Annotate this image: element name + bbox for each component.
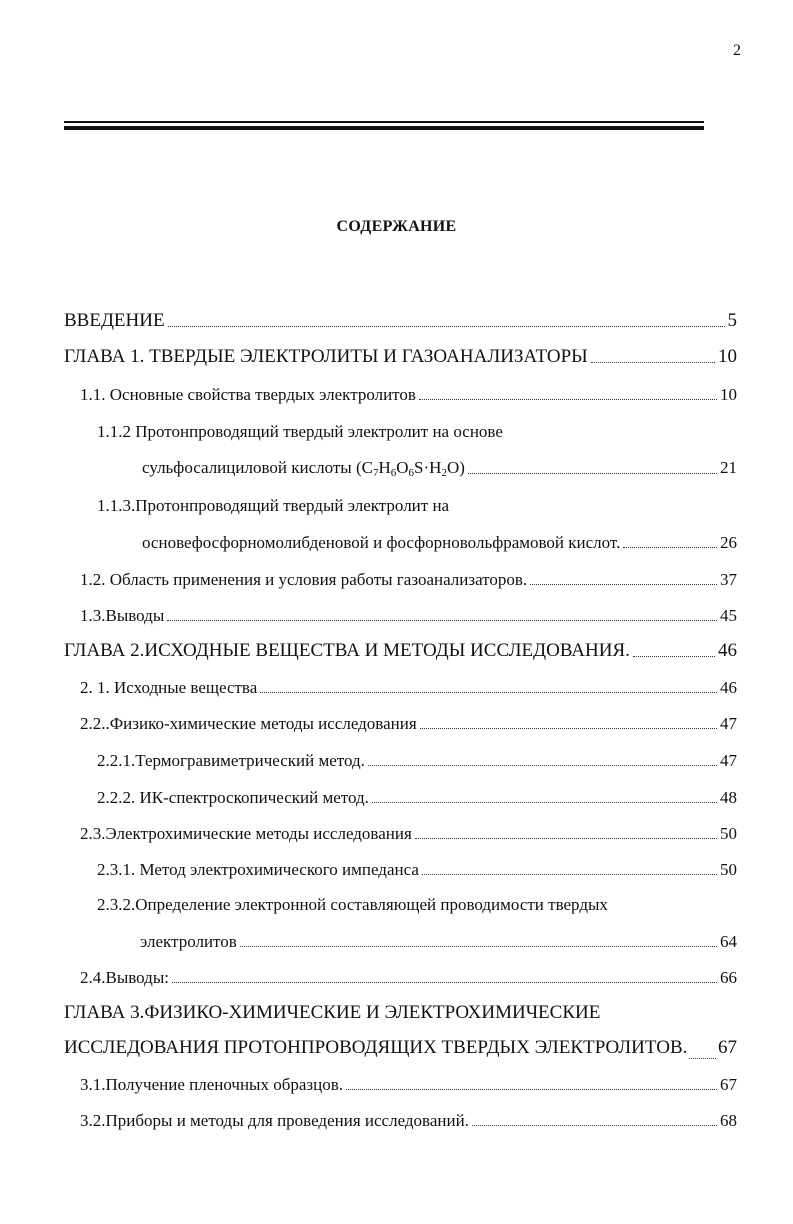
dot-leader — [168, 326, 725, 327]
toc-entry-page: 46 — [718, 640, 737, 661]
dot-leader — [472, 1125, 717, 1126]
toc-entry-page: 64 — [720, 932, 737, 951]
toc-entry-page: 66 — [720, 968, 737, 987]
toc-entry-page: 37 — [720, 570, 737, 589]
dot-leader — [422, 874, 717, 875]
toc-entry-text: 3.1.Получение пленочных образцов. — [80, 1075, 344, 1094]
formula-h: H — [378, 458, 391, 477]
dot-leader — [689, 1058, 716, 1059]
toc-section-1-2[interactable] — [80, 570, 737, 590]
toc-entry-text: 2.2..Физико-химические методы исследования — [80, 714, 417, 733]
dot-leader — [420, 728, 717, 729]
toc-entry-page: 50 — [720, 860, 737, 879]
dot-leader — [419, 399, 717, 400]
toc-entry-text: электролитов — [140, 932, 237, 951]
dot-leader — [591, 362, 715, 363]
toc-section-2-4[interactable] — [80, 968, 737, 988]
toc-entry-text: 2.4.Выводы: — [80, 968, 169, 987]
toc-section-1-1-2-line1[interactable]: 1.1.2 Протонпроводящий твердый электролит на основе — [97, 422, 503, 441]
toc-entry-text: 1.2. Область применения и условия работы газоанализаторов. — [80, 570, 528, 589]
toc-entry-text: 3.2.Приборы и методы для проведения исследований. — [80, 1111, 469, 1130]
toc-chapter-2[interactable] — [64, 640, 737, 662]
toc-entry-page: 47 — [720, 714, 737, 733]
toc-entry-text: ВВЕДЕНИЕ — [64, 310, 165, 331]
formula-o: O — [396, 458, 409, 477]
toc-section-2-2[interactable] — [80, 714, 737, 734]
dot-leader — [368, 765, 717, 766]
toc-section-3-1[interactable] — [80, 1075, 737, 1095]
header-rule-thin — [64, 121, 704, 123]
toc-section-2-3-2-line1[interactable]: 2.3.2.Определение электронной составляющей проводимости твердых — [97, 895, 608, 914]
formula-suffix: S·H — [414, 458, 442, 477]
toc-section-2-2-2[interactable] — [97, 788, 737, 808]
toc-section-2-1[interactable] — [80, 678, 737, 698]
toc-entry-page: 68 — [720, 1111, 737, 1130]
subscript: 6 — [408, 467, 415, 479]
dot-leader — [530, 584, 717, 585]
header-rule-thick — [64, 126, 704, 130]
toc-section-2-3-2[interactable] — [140, 932, 737, 952]
toc-section-1-1-3[interactable] — [142, 533, 737, 553]
toc-entry-text: ИССЛЕДОВАНИЯ ПРОТОНПРОВОДЯЩИХ ТВЕРДЫХ ЭЛЕКТРОЛИТОВ. — [64, 1037, 688, 1058]
toc-entry-page: 50 — [720, 824, 737, 843]
toc-entry-text: основефосфорномолибденовой и фосфорновольфрамовой кислот. — [142, 533, 621, 552]
dot-leader — [346, 1089, 717, 1090]
toc-entry-page: 10 — [718, 346, 737, 367]
toc-section-2-3[interactable] — [80, 824, 737, 844]
toc-entry-page: 48 — [720, 788, 737, 807]
toc-entry-text: ГЛАВА 2.ИСХОДНЫЕ ВЕЩЕСТВА И МЕТОДЫ ИССЛЕДОВАНИЯ. — [64, 640, 630, 661]
toc-entry-page: 10 — [720, 385, 737, 404]
page-title: СОДЕРЖАНИЕ — [336, 218, 457, 235]
toc-entry-text: 2.2.2. ИК-спектроскопический метод. — [97, 788, 369, 807]
toc-entry-page: 21 — [720, 458, 737, 477]
toc-entry-page: 46 — [720, 678, 737, 697]
dot-leader — [623, 547, 717, 548]
formula-prefix: сульфосалициловой кислоты (C — [142, 458, 373, 477]
toc-entry-text: 2.3.Электрохимические методы исследования — [80, 824, 412, 843]
subscript: 6 — [390, 467, 397, 479]
toc-chapter-3[interactable] — [64, 1037, 737, 1059]
toc-entry-text — [142, 458, 465, 479]
toc-section-2-2-1[interactable] — [97, 751, 737, 771]
toc-section-2-3-1[interactable] — [97, 860, 737, 880]
toc-entry-page: 26 — [720, 533, 737, 552]
dot-leader — [415, 838, 717, 839]
toc-entry-page: 67 — [720, 1075, 737, 1094]
toc-section-1-1-3-line1[interactable]: 1.1.3.Протонпроводящий твердый электролит на — [97, 496, 450, 515]
toc-chapter-3-line1[interactable]: ГЛАВА 3.ФИЗИКО-ХИМИЧЕСКИЕ И ЭЛЕКТРОХИМИЧЕСКИЕ — [64, 1002, 601, 1023]
dot-leader — [468, 473, 717, 474]
dot-leader — [240, 946, 717, 947]
toc-entry-page: 67 — [718, 1037, 737, 1058]
dot-leader — [372, 802, 717, 803]
toc-entry-text: 1.1. Основные свойства твердых электролитов — [80, 385, 416, 404]
toc-section-1-1-2[interactable] — [142, 458, 737, 479]
toc-entry-text: 2.2.1.Термогравиметрический метод. — [97, 751, 365, 770]
dot-leader — [260, 692, 717, 693]
toc-entry-page: 47 — [720, 751, 737, 770]
toc-entry-page: 45 — [720, 606, 737, 625]
formula-end: O) — [446, 458, 465, 477]
toc-entry-text: ГЛАВА 1. ТВЕРДЫЕ ЭЛЕКТРОЛИТЫ И ГАЗОАНАЛИЗАТОРЫ — [64, 346, 588, 367]
toc-intro[interactable] — [64, 310, 737, 332]
page-number: 2 — [733, 42, 741, 59]
dot-leader — [167, 620, 717, 621]
toc-section-1-1[interactable] — [80, 385, 737, 405]
toc-entry-text: 2.3.1. Метод электрохимического импеданса — [97, 860, 419, 879]
toc-entry-text: 1.3.Выводы — [80, 606, 165, 625]
subscript: 7 — [372, 467, 379, 479]
subscript: 2 — [441, 467, 447, 479]
dot-leader — [172, 982, 717, 983]
dot-leader — [633, 656, 715, 657]
toc-chapter-1[interactable] — [64, 346, 737, 368]
toc-section-1-3[interactable] — [80, 606, 737, 626]
toc-entry-page: 5 — [727, 310, 737, 331]
toc-section-3-2[interactable] — [80, 1111, 737, 1131]
toc-entry-text: 2. 1. Исходные вещества — [80, 678, 258, 697]
